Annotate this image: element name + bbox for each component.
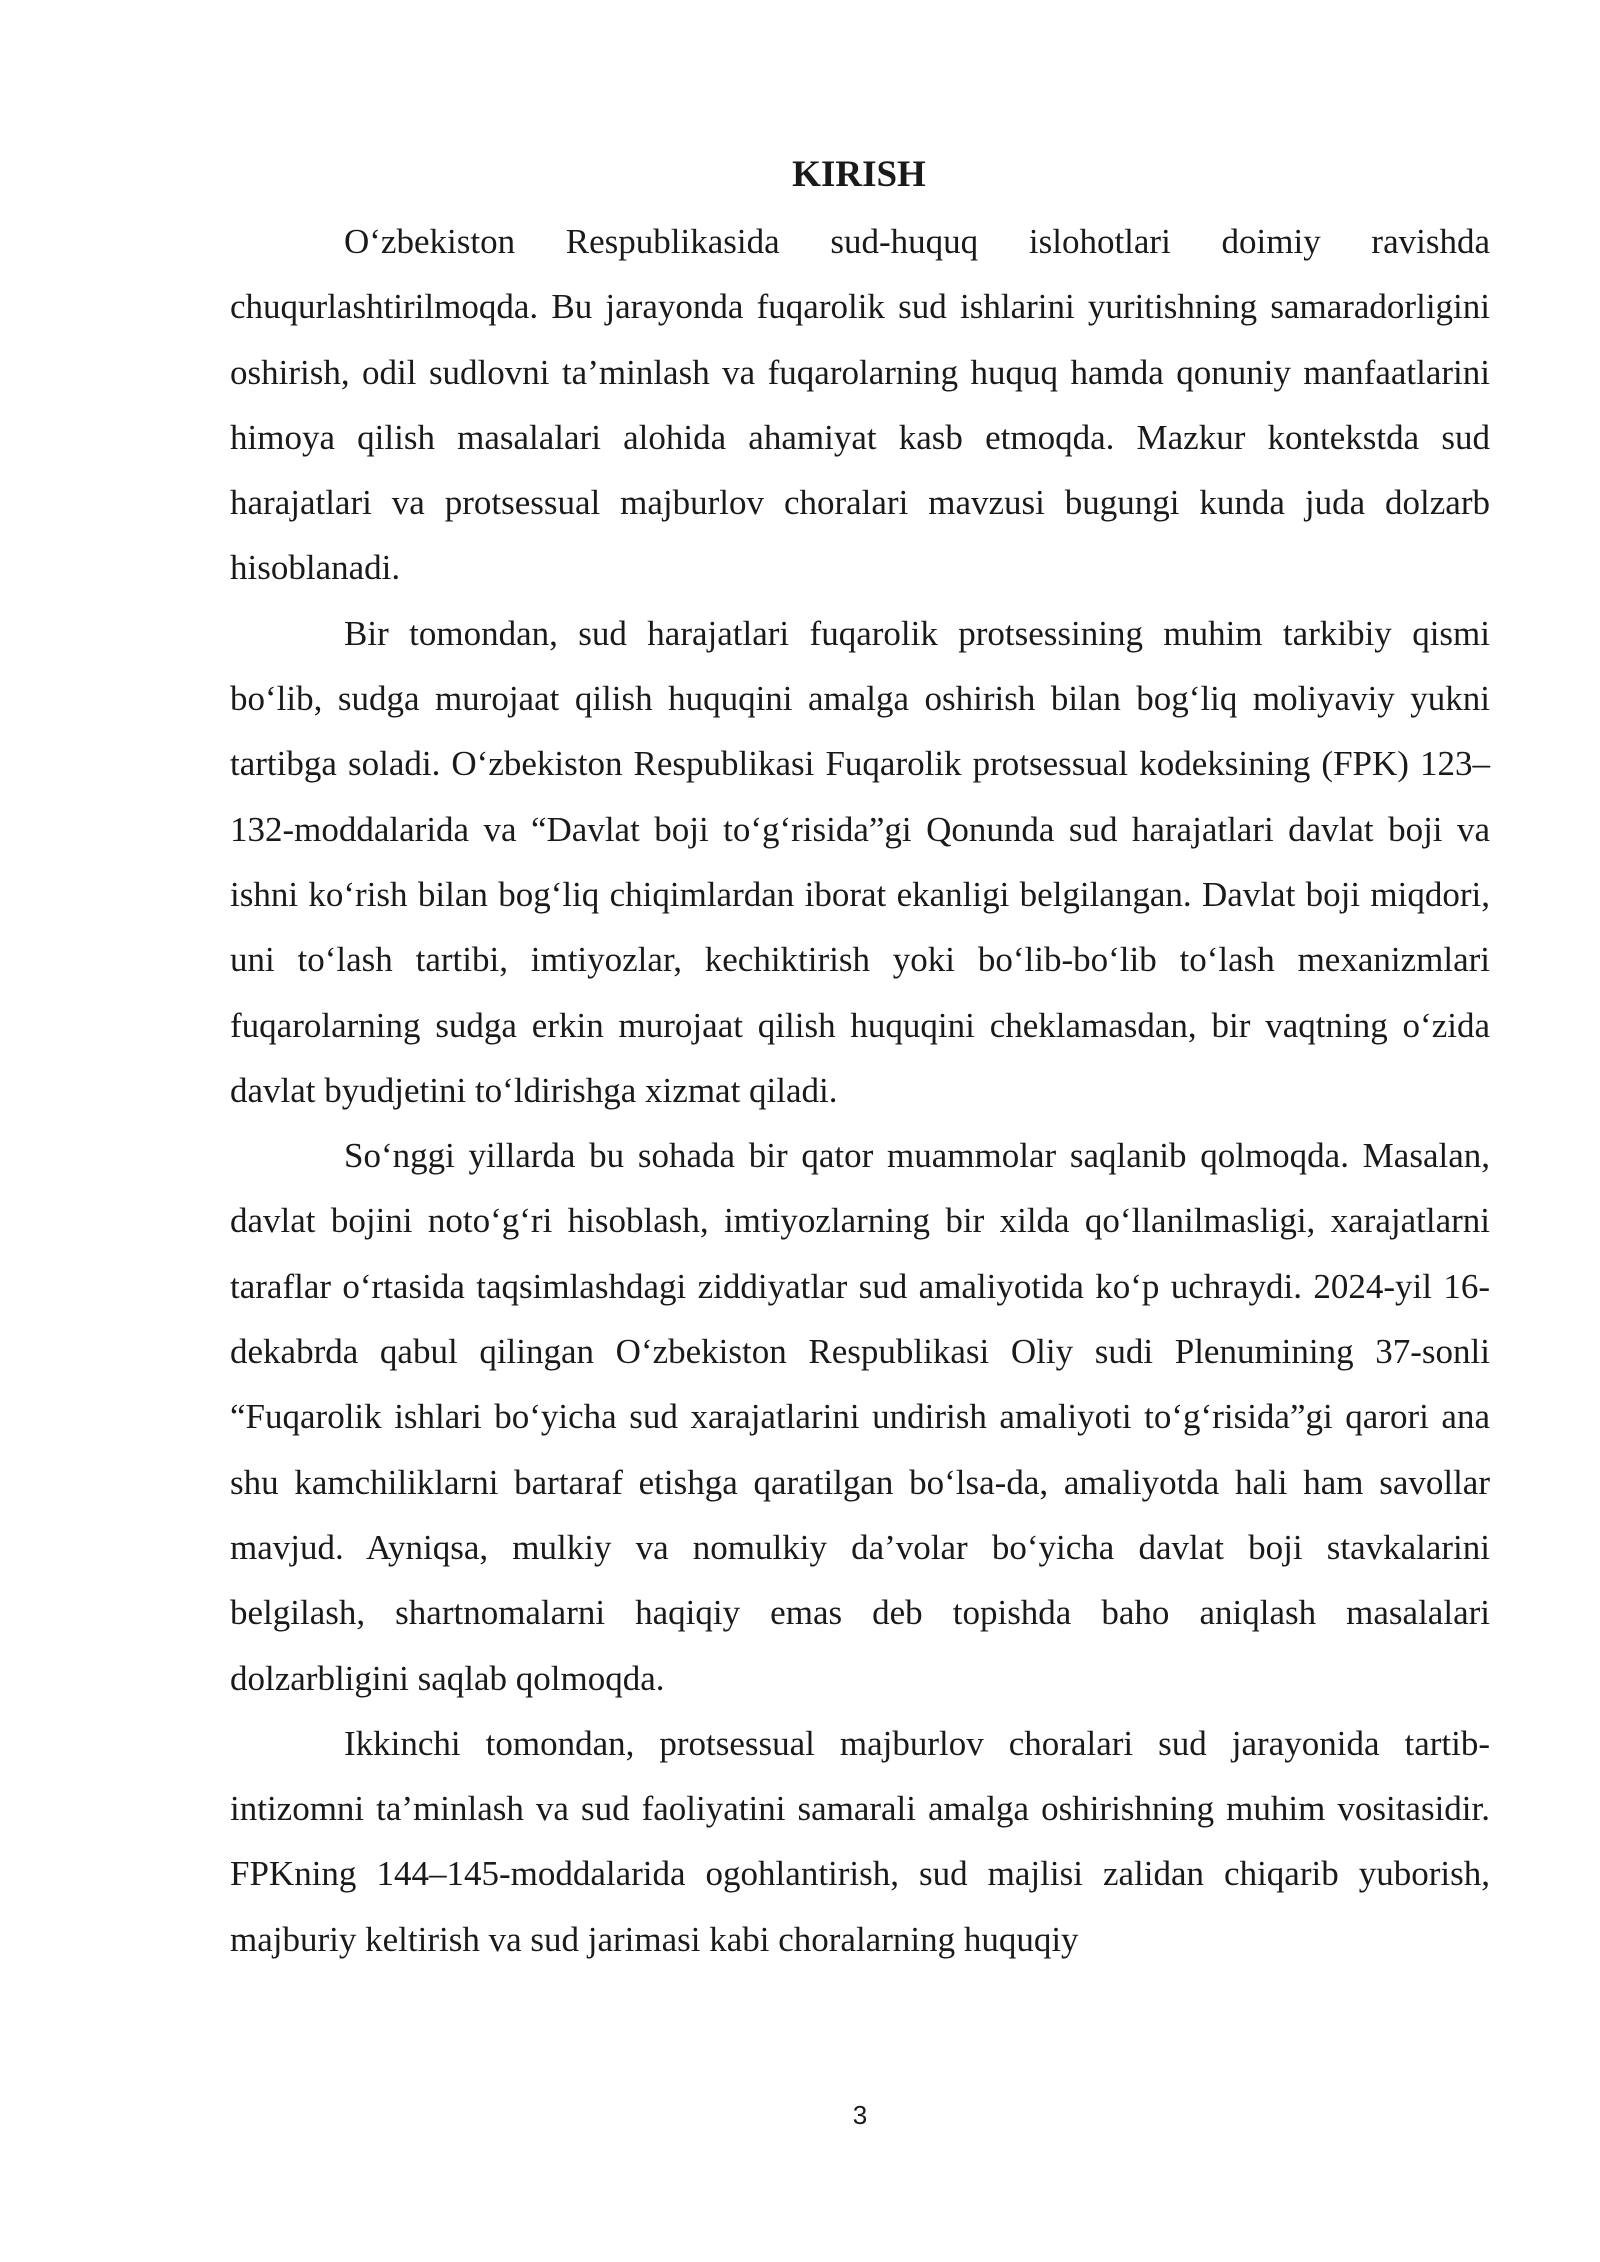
page-heading: KIRISH <box>792 154 926 195</box>
paragraph-1: O‘zbekiston Respublikasida sud-huquq islohotlari doimiy ravishda chuqurlashtirilmoqda. Bu jarayonda fuqarolik sud ishlarini yuritishning samaradorligini oshirish, odil sudlovni ta’minlash va fuqarolarning huquq hamda qonuniy manfaatlarini himoya qilish masalalari alohida ahamiyat kasb etmoqda. Mazkur kontekstda sud harajatlari va protsessual majburlov choralari mavzusi bugungi kunda juda dolzarb hisoblanadi. <box>230 222 1490 588</box>
paragraph-3: So‘nggi yillarda bu sohada bir qator muammolar saqlanib qolmoqda. Masalan, davlat bojini noto‘g‘ri hisoblash, imtiyozlarning bir xilda qo‘llanilmasligi, xarajatlarni taraflar o‘rtasida taqsimlashdagi ziddiyatlar sud amaliyotida ko‘p uchraydi. 2024-yil 16-dekabrda qabul qilingan O‘zbekiston Respublikasi Oliy sudi Plenumining 37-sonli “Fuqarolik ishlari bo‘yicha sud xarajatlarini undirish amaliyoti to‘g‘risida”gi qarori ana shu kamchiliklarni bartaraf etishga qaratilgan bo‘lsa-da, amaliyotda hali ham savollar mavjud. Ayniqsa, mulkiy va nomulkiy da’volar bo‘yicha davlat boji stavkalarini belgilash, shartnomalarni haqiqiy emas deb topishda baho aniqlash masalalari dolzarbligini saqlab qolmoqda. <box>230 1136 1490 1698</box>
page-number: 3 <box>852 2100 868 2130</box>
document-body <box>230 209 1490 1972</box>
paragraph-2: Bir tomondan, sud harajatlari fuqarolik protsessining muhim tarkibiy qismi bo‘lib, sudga murojaat qilish huquqini amalga oshirish bilan bog‘liq moliyaviy yukni tartibga soladi. O‘zbekiston Respublikasi Fuqarolik protsessual kodeksining (FPK) 123–132-moddalarida va “Davlat boji to‘g‘risida”gi Qonunda sud harajatlari davlat boji va ishni ko‘rish bilan bog‘liq chiqimlardan iborat ekanligi belgilangan. Davlat boji miqdori, uni to‘lash tartibi, imtiyozlar, kechiktirish yoki bo‘lib-bo‘lib to‘lash mexanizmlari fuqarolarning sudga erkin murojaat qilish huquqini cheklamasdan, bir vaqtning o‘zida davlat byudjetini to‘ldirishga xizmat qiladi. <box>230 613 1490 1110</box>
paragraph-4: Ikkinchi tomondan, protsessual majburlov choralari sud jarayonida tartib-intizomni ta’minlash va sud faoliyatini samarali amalga oshirishning muhim vositasidir. FPKning 144–145-moddalarida ogohlantirish, sud majlisi zalidan chiqarib yuborish, majburiy keltirish va sud jarimasi kabi choralarning huquqiy <box>230 1723 1490 1959</box>
